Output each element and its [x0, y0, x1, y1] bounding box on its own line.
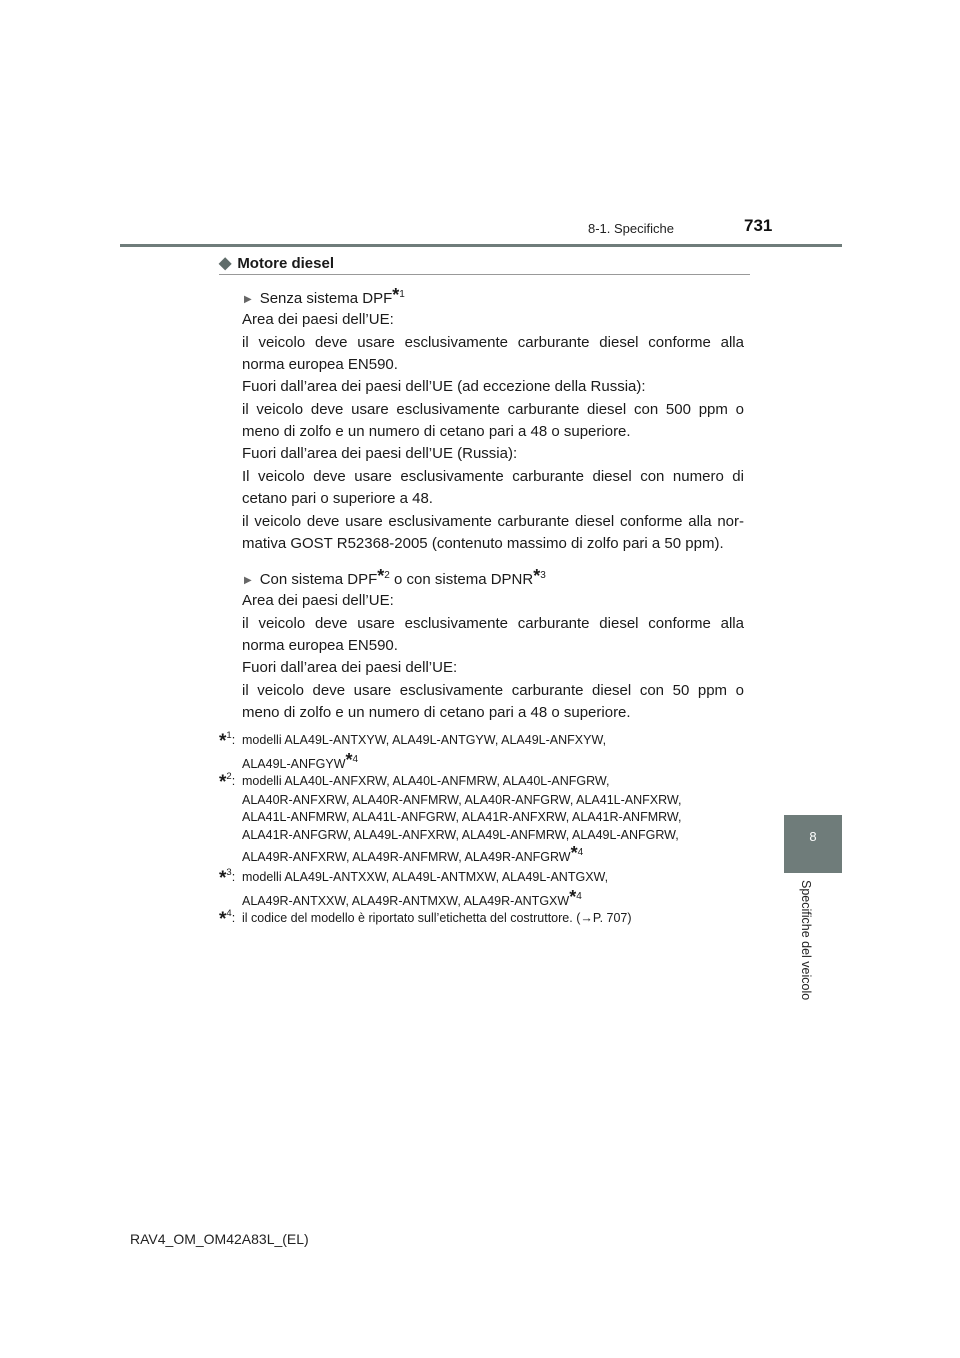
running-header-section: 8-1. Specifiche: [588, 221, 674, 236]
footnote: *$^2$: modelli ALA40L-ANFXRW, ALA40L-ANFMRW, ALA40L-ANFGRW, ALA40R-ANFXRW, ALA40R-ANFMRW, ALA40R-ANFGRW, ALA41L-ANFXRW, ALA41L-ANFMRW, ALA41L-ANFGRW, ALA41R-ANFXRW, ALA41R-ANFMRW, ALA41R-ANFGRW, ALA49L-ANFXRW, ALA49L-ANFMRW, ALA49L-ANFGRW, ALA49R-ANFXRW, ALA49R-ANFMRW, ALA49R-ANFGRW$^{*4}$: [219, 771, 682, 864]
paragraph: Fuori dall’area dei paesi dell’UE (Russia): Il veicolo deve usare esclusivamente carburante diesel con numero di cetano pari o superiore a 48. il veicolo deve usare esclusivamente carburante diesel conforme alla nor- mativa GOST R52368-2005 (contenuto massimo di zolfo pari a 50 ppm).: [242, 445, 744, 552]
subheading-with-dpf: ▶ Con sistema DPF$^{*2}$ o con sistema DPNR$^{*3}$: [244, 566, 546, 588]
section-rule: [219, 274, 750, 275]
section-heading: [219, 253, 750, 273]
paragraph: Fuori dall’area dei paesi dell’UE: il veicolo deve usare esclusivamente carburante diesel con 50 ppm o meno di zolfo e un numero di cetano pari a 48 o superiore.: [242, 659, 744, 721]
subheading-text: Senza sistema DPF: [259, 290, 393, 307]
chapter-side-label-text: Specifiche del veicolo: [799, 880, 813, 1001]
document-code: RAV4_OM_OM42A83L_(EL): [130, 1231, 309, 1247]
footnote: *$^3$: modelli ALA49L-ANTXXW, ALA49L-ANTMXW, ALA49L-ANTGXW, ALA49R-ANTXXW, ALA49R-ANTMXW, ALA49R-ANTGXW$^{*4}$: [219, 867, 609, 908]
triangle-bullet-icon: ▶: [244, 294, 252, 305]
footnote: *$^4$: il codice del modello è riportato sull’etichetta del costruttore. (→P. 707): [219, 908, 632, 930]
footnote-ref: *1: [392, 285, 405, 305]
diamond-bullet-icon: ◆: [219, 255, 232, 272]
footnote-ref: *3: [533, 566, 546, 586]
header-rule: [120, 244, 842, 247]
page-number: 731: [744, 216, 773, 235]
footnote-ref: *2: [377, 566, 390, 586]
paragraph: Area dei paesi dell’UE: il veicolo deve usare esclusivamente carburante diesel conforme alla norma europea EN590.: [242, 592, 744, 654]
footnote: *$^1$: modelli ALA49L-ANTXYW, ALA49L-ANTGYW, ALA49L-ANFXYW, ALA49L-ANFGYW$^{*4}$: [219, 730, 607, 771]
triangle-bullet-icon: ▶: [244, 575, 252, 586]
subheading-without-dpf: [244, 285, 405, 307]
chapter-tab: [784, 815, 842, 873]
paragraph: Fuori dall’area dei paesi dell’UE (ad eccezione della Russia): il veicolo deve usare esclusivamente carburante diesel con 500 ppm o meno di zolfo e un numero di cetano pari a 48 o superiore.: [242, 378, 744, 440]
chapter-tab-number: 8: [809, 829, 817, 844]
section-heading-text: Motore diesel: [237, 255, 334, 272]
paragraph: Area dei paesi dell’UE: il veicolo deve usare esclusivamente carburante diesel conforme alla norma europea EN590.: [242, 311, 744, 373]
